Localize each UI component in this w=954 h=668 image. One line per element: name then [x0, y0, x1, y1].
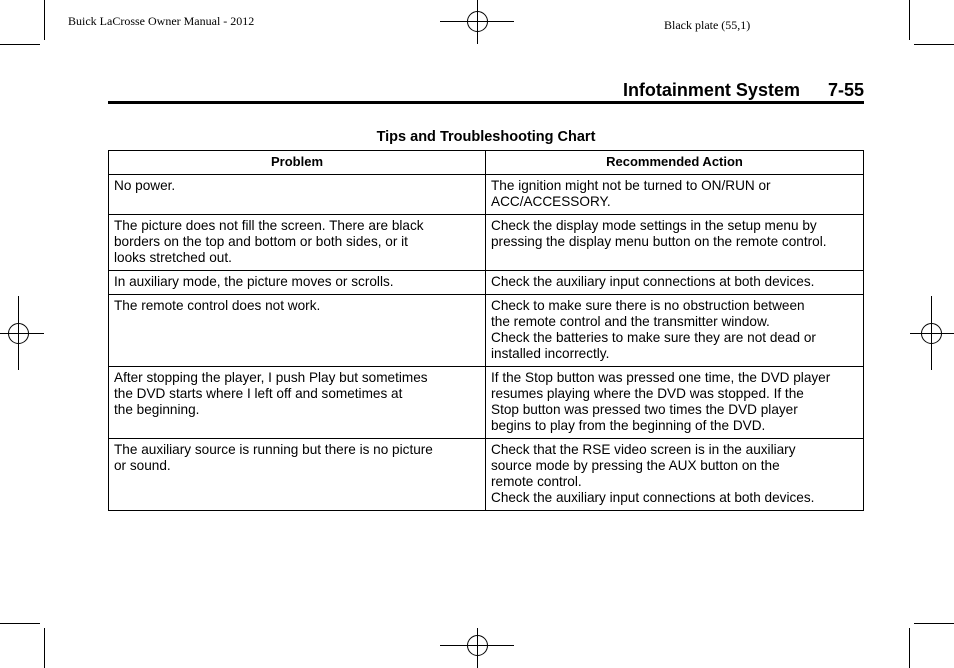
cell-text-line: In auxiliary mode, the picture moves or scrolls.	[114, 274, 394, 289]
column-header-problem: Problem	[109, 151, 486, 175]
cell-text-line: remote control.	[491, 474, 582, 489]
section-title: Infotainment System	[622, 80, 800, 100]
cell-text-line: Check the batteries to make sure they are not dead or	[491, 330, 816, 345]
registration-mark-left	[0, 296, 44, 370]
problem-cell	[109, 439, 486, 511]
registration-mark-right	[910, 296, 954, 370]
plate-label: Black plate (55,1)	[664, 18, 751, 32]
section-rule	[108, 101, 864, 104]
cell-text-line: the DVD starts where I left off and sometimes at	[114, 386, 403, 401]
cell-text-line: ACC/ACCESSORY.	[491, 194, 611, 209]
table-row	[109, 295, 864, 367]
table-header-row	[109, 151, 864, 175]
table-title: Tips and Troubleshooting Chart	[376, 129, 596, 145]
cell-text-line: Check to make sure there is no obstruction between	[491, 298, 805, 313]
registration-mark-bottom	[440, 628, 514, 668]
cell-text-line: the remote control and the transmitter window.	[491, 314, 770, 329]
column-header-action: Recommended Action	[486, 151, 864, 175]
action-cell	[486, 271, 864, 295]
action-cell	[486, 367, 864, 439]
cell-text-line: Check the auxiliary input connections at both devices.	[491, 274, 815, 289]
crop-mark	[0, 44, 40, 45]
crop-mark	[44, 628, 45, 668]
cell-text-line: pressing the display menu button on the remote control.	[491, 234, 827, 249]
action-cell	[486, 215, 864, 271]
cell-text-line: After stopping the player, I push Play but sometimes	[114, 370, 428, 385]
troubleshooting-table	[108, 150, 864, 511]
section-header	[108, 80, 864, 101]
registration-mark-top	[440, 0, 514, 44]
action-cell	[486, 295, 864, 367]
cell-text-line: Stop button was pressed two times the DVD player	[491, 402, 798, 417]
table-row	[109, 271, 864, 295]
problem-cell	[109, 295, 486, 367]
action-cell	[486, 175, 864, 215]
problem-cell	[109, 175, 486, 215]
table-row	[109, 439, 864, 511]
crop-mark	[909, 628, 910, 668]
cell-text-line: Check that the RSE video screen is in the auxiliary	[491, 442, 796, 457]
problem-cell	[109, 215, 486, 271]
cell-text-line: resumes playing where the DVD was stopped. If the	[491, 386, 804, 401]
cell-text-line: borders on the top and bottom or both sides, or it	[114, 234, 408, 249]
cell-text-line: looks stretched out.	[114, 250, 232, 265]
problem-cell	[109, 367, 486, 439]
cell-text-line: Check the display mode settings in the setup menu by	[491, 218, 817, 233]
cell-text-line: The picture does not fill the screen. There are black	[114, 218, 424, 233]
cell-text-line: or sound.	[114, 458, 171, 473]
page-number: 7-55	[827, 80, 864, 100]
cell-text-line: The ignition might not be turned to ON/RUN or	[491, 178, 771, 193]
crop-mark	[914, 44, 954, 45]
problem-cell	[109, 271, 486, 295]
cell-text-line: installed incorrectly.	[491, 346, 610, 361]
action-cell	[486, 439, 864, 511]
table-row	[109, 215, 864, 271]
crop-mark	[0, 623, 40, 624]
table-row	[109, 367, 864, 439]
cell-text-line: source mode by pressing the AUX button on the	[491, 458, 780, 473]
crop-mark	[909, 0, 910, 40]
cell-text-line: begins to play from the beginning of the DVD.	[491, 418, 766, 433]
cell-text-line: The remote control does not work.	[114, 298, 321, 313]
cell-text-line: Check the auxiliary input connections at both devices.	[491, 490, 815, 505]
cell-text-line: If the Stop button was pressed one time, the DVD player	[491, 370, 831, 385]
crop-mark	[44, 0, 45, 40]
crop-mark	[914, 623, 954, 624]
manual-title: Buick LaCrosse Owner Manual - 2012	[68, 14, 255, 28]
table-row	[109, 175, 864, 215]
cell-text-line: the beginning.	[114, 402, 200, 417]
cell-text-line: The auxiliary source is running but there is no picture	[114, 442, 433, 457]
cell-text-line: No power.	[114, 178, 176, 193]
